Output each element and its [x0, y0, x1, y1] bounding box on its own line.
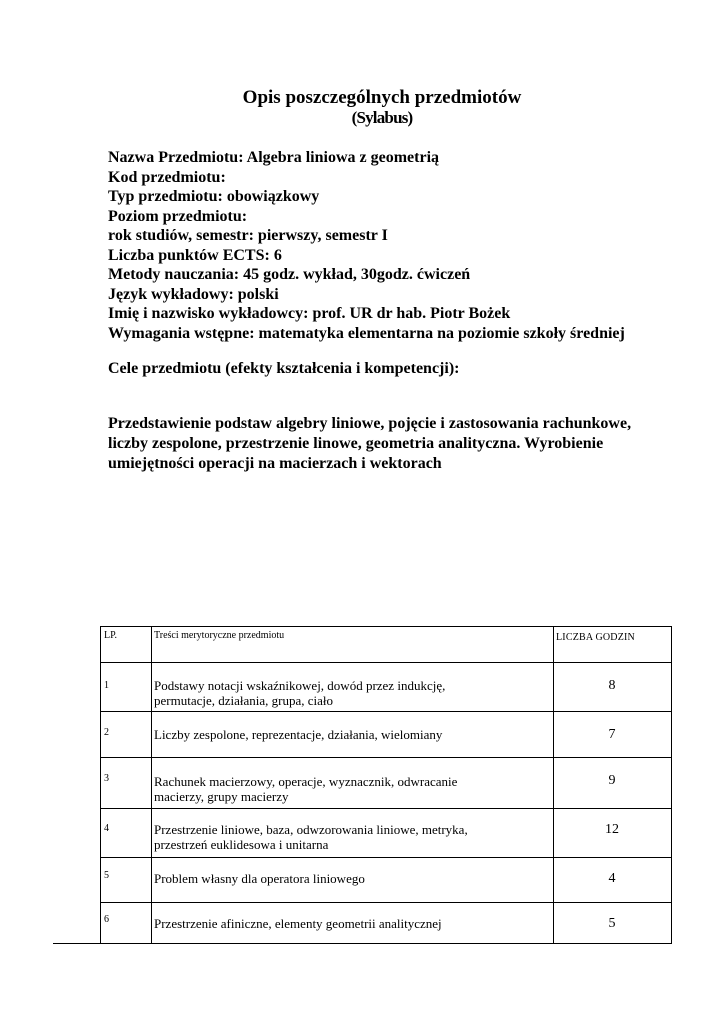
row-hours: 8 [608, 678, 616, 693]
table-column-divider [151, 626, 152, 944]
row-topic [154, 822, 554, 852]
table-border-right [671, 626, 672, 944]
row-topic-line: Przestrzenie afiniczne, elementy geometrii analitycznej [154, 916, 442, 931]
row-lp: 6 [104, 914, 109, 925]
row-topic-line: Przestrzenie liniowe, baza, odwzorowania liniowe, metryka, [154, 822, 468, 837]
row-lp: 1 [104, 680, 109, 691]
row-topic-line: permutacje, działania, grupa, ciało [154, 693, 334, 708]
table-row-divider [100, 711, 672, 712]
course-ects: Liczba punktów ECTS: 6 [108, 246, 282, 264]
header-lp: LP. [104, 630, 118, 641]
row-lp: 3 [104, 773, 109, 784]
course-methods: Metody nauczania: 45 godz. wykład, 30godz. ćwiczeń [108, 266, 471, 283]
document-subtitle: (Sylabus) [351, 108, 413, 127]
row-topic-line: macierzy, grupy macierzy [154, 789, 289, 804]
row-topic [154, 916, 554, 931]
header-topic: Treści merytoryczne przedmiotu [154, 630, 285, 641]
goals-line: liczby zespolone, przestrzenie linowe, geometria analityczna. Wyrobienie [108, 435, 604, 452]
goals-line: umiejętności operacji na macierzach i wektorach [108, 455, 442, 472]
row-topic [154, 871, 554, 886]
row-hours: 7 [608, 727, 616, 742]
table-border-left [100, 626, 101, 944]
goals-heading: Cele przedmiotu (efekty kształcenia i kompetencji): [108, 360, 460, 377]
course-info [108, 148, 625, 343]
row-hours: 12 [605, 822, 619, 837]
table-row-divider [100, 902, 672, 903]
table-row-divider [100, 808, 672, 809]
table-row-divider [100, 662, 672, 663]
course-lecturer: Imię i nazwisko wykładowcy: prof. UR dr hab. Piotr Bożek [108, 305, 511, 322]
header-hours: LICZBA GODZIN [556, 632, 635, 643]
course-name: Nazwa Przedmiotu: Algebra liniowa z geometrią [108, 149, 440, 166]
table-row-divider [100, 857, 672, 858]
row-hours: 4 [608, 871, 616, 886]
row-lp: 4 [104, 823, 109, 834]
table-border-top [100, 626, 672, 627]
row-topic [154, 678, 554, 708]
course-level: Poziom przedmiotu: [108, 207, 248, 225]
table-border-bottom [53, 943, 672, 944]
row-topic-line: Problem własny dla operatora liniowego [154, 871, 365, 886]
row-lp: 5 [104, 870, 109, 881]
row-lp: 2 [104, 727, 109, 738]
row-topic-line: Rachunek macierzowy, operacje, wyznacznik, odwracanie [154, 774, 458, 789]
row-topic-line: Liczby zespolone, reprezentacje, działania, wielomiany [154, 727, 443, 742]
course-language: Język wykładowy: polski [108, 285, 279, 303]
row-topic [154, 727, 554, 742]
row-topic [154, 774, 554, 804]
course-type: Typ przedmiotu: obowiązkowy [108, 188, 320, 205]
course-code: Kod przedmiotu: [108, 168, 226, 186]
row-topic-line: Podstawy notacji wskaźnikowej, dowód przez indukcję, [154, 678, 446, 693]
course-year-semester: rok studiów, semestr: pierwszy, semestr I [108, 227, 388, 244]
table-row-divider [100, 757, 672, 758]
row-hours: 9 [608, 773, 616, 788]
row-topic-line: przestrzeń euklidesowa i unitarna [154, 837, 329, 852]
row-hours: 5 [608, 916, 616, 931]
course-prerequisites: Wymagania wstępne: matematyka elementarna na poziomie szkoły średniej [108, 324, 625, 342]
goals-line: Przedstawienie podstaw algebry liniowe, pojęcie i zastosowania rachunkowe, [108, 415, 632, 432]
document-title: Opis poszczególnych przedmiotów [242, 87, 522, 108]
goals-text [108, 414, 668, 474]
